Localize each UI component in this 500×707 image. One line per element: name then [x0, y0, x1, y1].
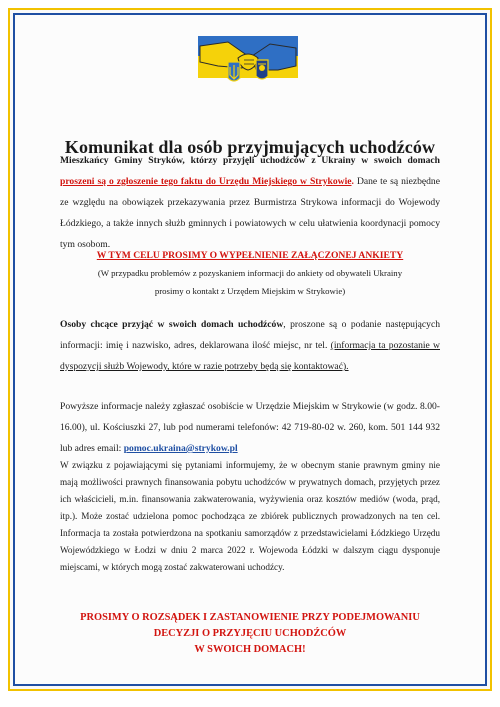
- intro-lead: Mieszkańcy Gminy Stryków, którzy przyjęli uchodźców z Ukrainy w swoich domach: [60, 155, 440, 166]
- survey-note: [60, 264, 440, 300]
- footer-line2: DECYZJI O PRZYJĘCIU UCHODŹCÓW: [153, 628, 347, 639]
- intro-rest: Dane te są niezbędne ze względu na obowiązek przekazywania przez Burmistrza Strykowa informacji do Wojewody Łódzkiego, a także innych służb gminnych i powiatowych w celu ułatwienia koordynacji pomocy tym osobom.: [60, 176, 440, 250]
- persons-lead: Osoby chcące przyjąć w swoich domach uchodźców: [60, 319, 284, 330]
- handshake-ukraine-poland-icon: [198, 22, 298, 104]
- persons-text: , proszone są o podanie następujących informacji: imię i nazwisko, adres, deklarowana ilość miejsc, nr tel.: [60, 319, 440, 351]
- survey-note-line2: prosimy o kontakt z Urzędem Miejskim w Strykowie): [154, 286, 346, 296]
- intro-period: .: [351, 176, 354, 187]
- persons-paragraph: [60, 314, 440, 377]
- footer-line1: PROSIMY O ROZSĄDEK I ZASTANOWIENIE PRZY PODEJMOWANIU: [80, 612, 420, 623]
- contact-email-link[interactable]: pomoc.ukraina@strykow.pl: [123, 443, 238, 454]
- footer-line3: W SWOICH DOMACH!: [194, 644, 306, 655]
- contact-paragraph: [60, 396, 440, 459]
- survey-heading: W TYM CELU PROSIMY O WYPEŁNIENIE ZAŁĄCZONEJ ANKIETY: [96, 250, 404, 261]
- intro-paragraph: [60, 150, 440, 255]
- survey-note-line1: (W przypadku problemów z pozyskaniem informacji do ankiety od obywateli Ukrainy: [97, 268, 403, 278]
- page-title: Komunikat dla osób przyjmujących uchodźców: [64, 137, 436, 157]
- contact-text: Powyższe informacje należy zgłaszać osobiście w Urzędzie Miejskim w Strykowie (w godz. 8.00-16.00), ul. Kościuszki 27, lub pod numerami telefonów: 42 719-80-02 w. 260, kom. 501 144 932 lub adres email:: [60, 401, 440, 454]
- intro-request: proszeni są o zgłoszenie tego faktu do Urzędu Miejskiego w Strykowie: [60, 176, 352, 187]
- funding-paragraph: W związku z pojawiającymi się pytaniami informujemy, że w obecnym stanie prawnym gminy nie mają możliwości prawnych finansowania pobytu uchodźców w prywatnych domach, przyjętych przez ich właścicieli, m.in. finansowania zakwaterowania, wyżywienia oraz kosztów mediów (woda, prąd, itp.). Może zostać udzielona pomoc pochodząca ze zbiórek publicznych prowadzonych na ten cel. Informacja ta została potwierdzona na spotkaniu samorządów z przedstawicielami Łódzkiego Urzędu Wojewódzkiego w Łodzi w dniu 2 marca 2022 r. Wojewoda Łódzki w dalszym ciągu dysponuje miejscami, w których mogą zostać zakwaterowani uchodźcy.: [60, 460, 440, 572]
- footer-appeal: [40, 610, 460, 658]
- persons-underlined: (informacja ta pozostanie w dyspozycji służb Wojewody, które w razie potrzeby będą się kontaktować).: [60, 340, 440, 372]
